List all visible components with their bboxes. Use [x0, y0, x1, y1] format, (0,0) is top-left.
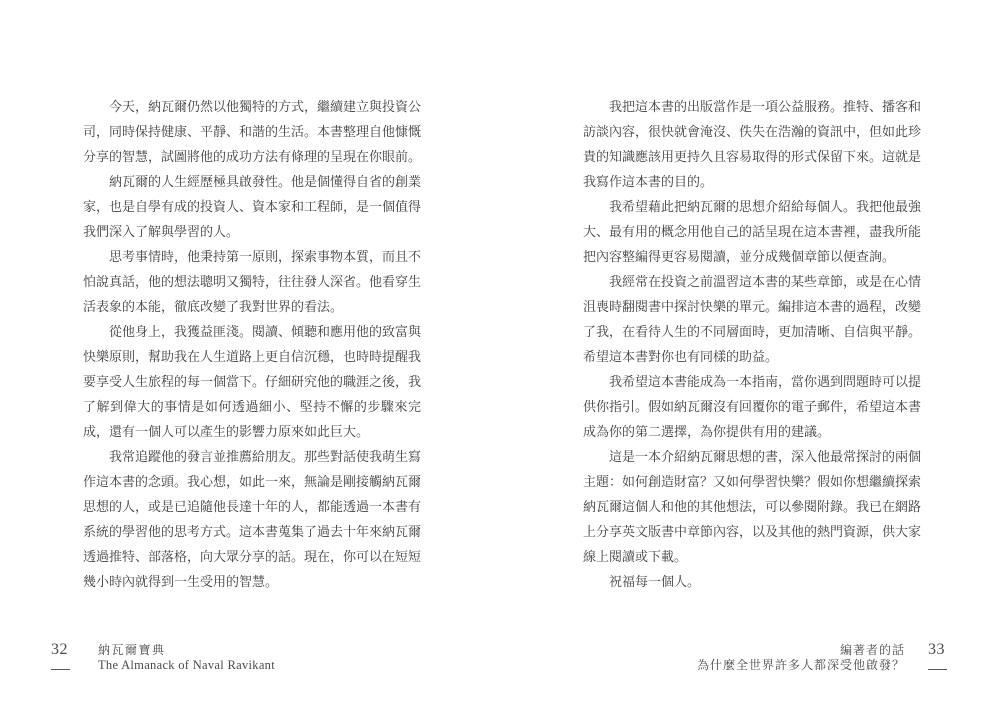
paragraph: 我希望藉此把納瓦爾的思想介紹給每個人。我把他最強大、最有用的概念用他自己的話呈現在這本書裡，盡我所能把內容整編得更容易閱讀，並分成幾個章節以便查詢。	[583, 199, 922, 264]
paragraph: 今天，納瓦爾仍然以他獨特的方式，繼續建立與投資公司，同時保持健康、平靜、和諧的生活。本書整理自他慷慨分享的智慧，試圖將他的成功方法有條理的呈現在你眼前。	[83, 99, 422, 164]
paragraph: 納瓦爾的人生經歷極具啟發性。他是個懂得自省的創業家，也是自學有成的投資人、資本家和工程師，是一個值得我們深入了解與學習的人。	[83, 174, 422, 239]
paragraph: 從他身上，我獲益匪淺。閱讀、傾聽和應用他的致富與快樂原則，幫助我在人生道路上更自信沉穩，也時時提醒我要享受人生旅程的每一個當下。仔細研究他的職涯之後，我了解到偉大的事情是如何透過細小、堅持不懈的步驟來完成，還有一個人可以產生的影響力原來如此巨大。	[83, 324, 422, 439]
paragraph: 祝福每一個人。	[609, 574, 701, 589]
chapter-subtitle: 為什麼全世界許多人都深受他啟發？	[696, 658, 905, 672]
left-page-number-rule	[51, 669, 70, 670]
paragraph: 我常追蹤他的發言並推薦給朋友。那些對話使我萌生寫作這本書的念頭。我心想，如此一來，無論是剛接觸納瓦爾思想的人，或是已追隨他長達十年的人，都能透過一本書有系統的學習他的思考方式。這本書蒐集了過去十年來納瓦爾透過推特、部落格，向大眾分享的話。現在，你可以在短短幾小時內就得到一生受用的智慧。	[83, 449, 422, 589]
paragraph: 我經常在投資之前溫習這本書的某些章節，或是在心情沮喪時翻閱書中探討快樂的單元。編排這本書的過程，改變了我，在看待人生的不同層面時，更加清晰、自信與平靜。希望這本書對你也有同樣的助益。	[583, 274, 922, 364]
chapter-title: 編著者的話	[839, 643, 905, 657]
paragraph: 我把這本書的出版當作是一項公益服務。推特、播客和訪談內容，很快就會淹沒、佚失在浩瀚的資訊中，但如此珍貴的知識應該用更持久且容易取得的形式保留下來。這就是我寫作這本書的目的。	[583, 99, 922, 189]
right-footer	[697, 643, 905, 673]
right-page-number-rule	[928, 669, 947, 670]
left-page-number: 32	[51, 641, 68, 658]
right-page-body	[583, 94, 921, 594]
book-title-zh: 納瓦爾寶典	[98, 643, 166, 657]
left-footer	[98, 643, 275, 673]
left-page-body	[83, 94, 421, 594]
paragraph: 這是一本介紹納瓦爾思想的書，深入他最常探討的兩個主題：如何創造財富？又如何學習快樂？假如你想繼續探索納瓦爾這個人和他的其他想法，可以參閱附錄。我已在網路上分享英文版書中章節內容，以及其他的熱門資源，供大家線上閱讀或下載。	[583, 449, 922, 564]
right-page-number: 33	[928, 641, 945, 658]
book-title-en: The Almanack of Naval Ravikant	[98, 658, 275, 672]
paragraph: 我希望這本書能成為一本指南，當你遇到問題時可以提供你指引。假如納瓦爾沒有回覆你的電子郵件，希望這本書成為你的第二選擇，為你提供有用的建議。	[583, 374, 922, 439]
paragraph: 思考事情時，他秉持第一原則，探索事物本質，而且不怕說真話，他的想法聰明又獨特，往往發人深省。他看穿生活表象的本能，徹底改變了我對世界的看法。	[83, 249, 422, 314]
